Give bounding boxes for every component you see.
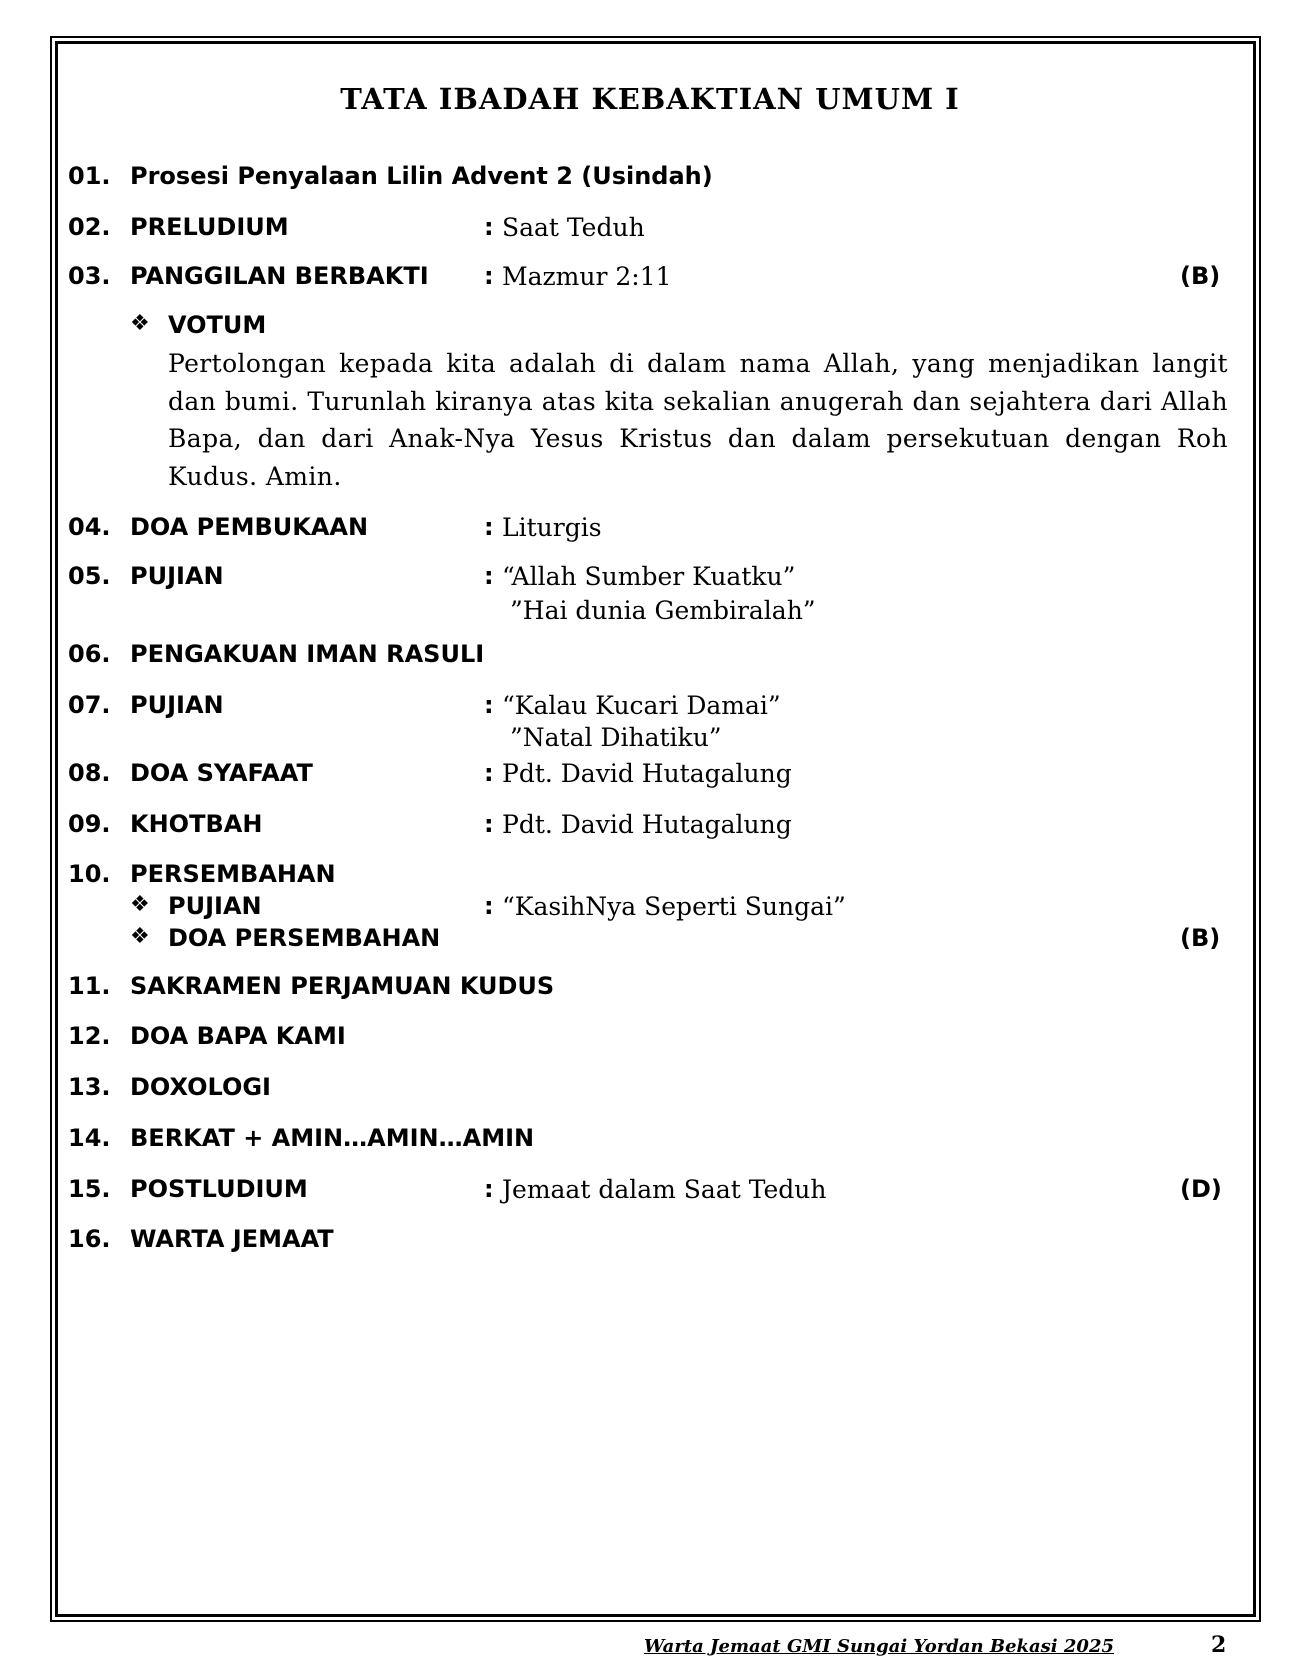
item-number: 14. <box>68 1124 111 1152</box>
item-number: 05. <box>68 562 111 590</box>
item-value: Mazmur 2:11 <box>502 262 672 291</box>
item-label: PERSEMBAHAN <box>130 860 336 888</box>
item-label: DOA PEMBUKAAN <box>130 513 369 541</box>
item-value: “Allah Sumber Kuatku” <box>502 562 796 591</box>
item-colon: : <box>484 691 494 719</box>
item-number: 10. <box>68 860 111 888</box>
item-value: Pdt. David Hutagalung <box>502 810 792 839</box>
item-value: “Kalau Kucari Damai” <box>502 691 781 720</box>
item-number: 12. <box>68 1022 111 1050</box>
sub-item-label: PUJIAN <box>168 892 262 920</box>
item-number: 13. <box>68 1073 111 1101</box>
item-colon: : <box>484 513 494 541</box>
diamond-bullet-icon: ❖ <box>130 311 150 336</box>
item-label: KHOTBAH <box>130 810 263 838</box>
footer-text: Warta Jemaat GMI Sungai Yordan Bekasi 2025 <box>644 1636 1114 1657</box>
item-number: 04. <box>68 513 111 541</box>
item-label: PUJIAN <box>130 562 224 590</box>
item-value: Liturgis <box>502 513 602 542</box>
item-number: 07. <box>68 691 111 719</box>
item-number: 15. <box>68 1175 111 1203</box>
item-mark: (D) <box>1180 1175 1222 1203</box>
item-colon: : <box>484 892 494 920</box>
item-number: 01. <box>68 162 111 190</box>
votum-label: VOTUM <box>168 311 267 339</box>
item-value: Pdt. David Hutagalung <box>502 759 792 788</box>
item-label: PUJIAN <box>130 691 224 719</box>
item-value-second: ”Natal Dihatiku” <box>510 723 722 752</box>
sub-item-label: DOA PERSEMBAHAN <box>168 924 441 952</box>
item-label: POSTLUDIUM <box>130 1175 308 1203</box>
item-label: DOA BAPA KAMI <box>130 1022 346 1050</box>
page-title: TATA IBADAH KEBAKTIAN UMUM I <box>340 82 960 116</box>
item-colon: : <box>484 262 494 290</box>
item-label: Prosesi Penyalaan Lilin Advent 2 (Usindah) <box>130 162 713 190</box>
item-label: PENGAKUAN IMAN RASULI <box>130 640 485 668</box>
item-label: WARTA JEMAAT <box>130 1225 334 1253</box>
item-number: 06. <box>68 640 111 668</box>
item-colon: : <box>484 562 494 590</box>
item-label: DOA SYAFAAT <box>130 759 313 787</box>
item-label: PANGGILAN BERBAKTI <box>130 262 429 290</box>
item-mark: (B) <box>1180 924 1221 952</box>
votum-text: Pertolongan kepada kita adalah di dalam nama Allah, yang menjadikan langit dan bumi. Turunlah kiranya atas kita sekalian anugerah dan sejahtera dari Allah Bapa, dan dari Anak-Nya Yesus Kristus dan dalam persekutuan dengan Roh Kudus. Amin. <box>168 349 1228 491</box>
item-mark: (B) <box>1180 262 1221 290</box>
item-number: 03. <box>68 262 111 290</box>
item-colon: : <box>484 213 494 241</box>
diamond-bullet-icon: ❖ <box>130 892 150 917</box>
sub-item-value: “KasihNya Seperti Sungai” <box>502 892 846 921</box>
item-label: DOXOLOGI <box>130 1073 271 1101</box>
item-label: PRELUDIUM <box>130 213 289 241</box>
diamond-bullet-icon: ❖ <box>130 924 150 949</box>
item-colon: : <box>484 759 494 787</box>
item-value: Jemaat dalam Saat Teduh <box>502 1175 827 1204</box>
item-value-second: ”Hai dunia Gembiralah” <box>510 596 816 625</box>
item-label: SAKRAMEN PERJAMUAN KUDUS <box>130 972 555 1000</box>
item-number: 02. <box>68 213 111 241</box>
item-number: 11. <box>68 972 111 1000</box>
page-number: 2 <box>1211 1632 1227 1658</box>
item-number: 16. <box>68 1225 111 1253</box>
item-number: 08. <box>68 759 111 787</box>
item-colon: : <box>484 810 494 838</box>
item-colon: : <box>484 1175 494 1203</box>
item-number: 09. <box>68 810 111 838</box>
item-label: BERKAT + AMIN…AMIN…AMIN <box>130 1124 535 1152</box>
item-value: Saat Teduh <box>502 213 645 242</box>
